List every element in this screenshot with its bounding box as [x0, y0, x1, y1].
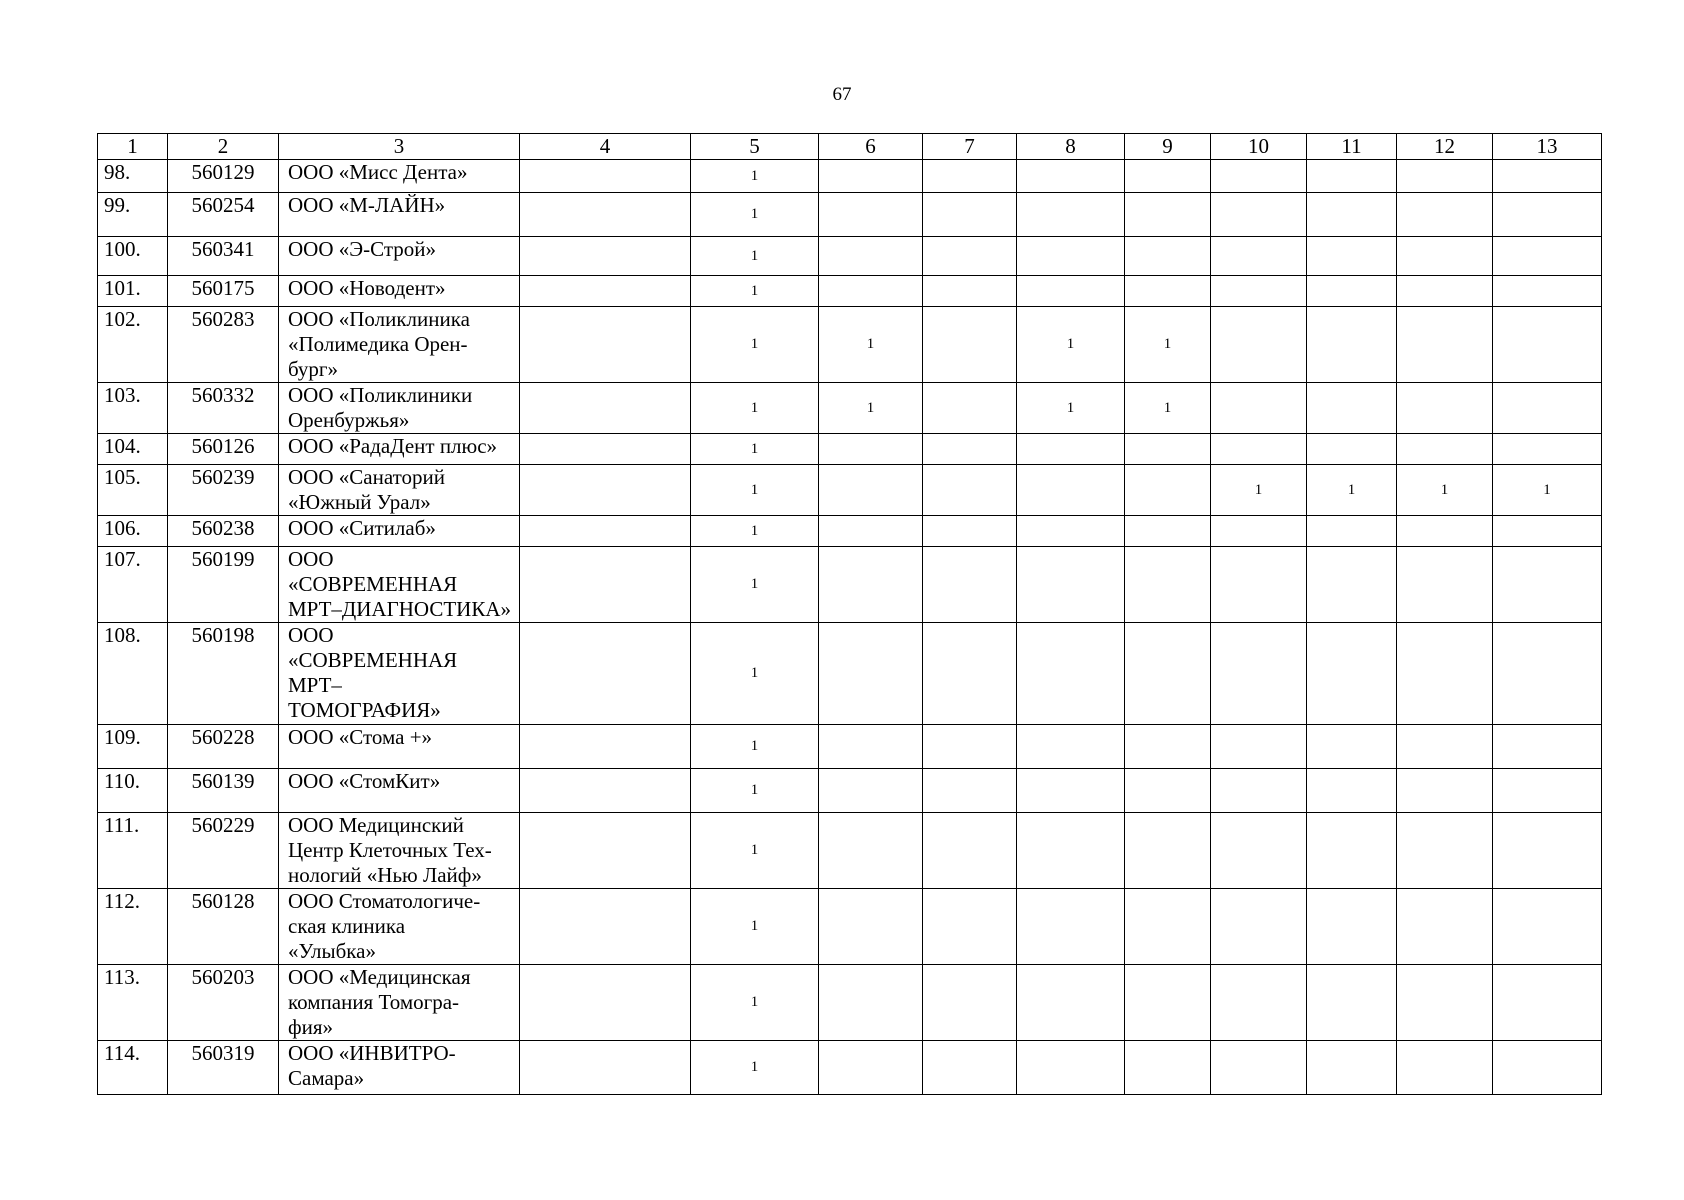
mark-cell: 1 [819, 307, 923, 383]
mark-cell [923, 769, 1017, 813]
mark-cell [1397, 516, 1493, 547]
mark-cell [819, 237, 923, 276]
mark-cell [520, 965, 691, 1041]
mark-cell [1397, 725, 1493, 769]
mark-cell [520, 465, 691, 516]
mark-cell [520, 276, 691, 307]
mark-cell [1307, 193, 1397, 237]
table-row [98, 623, 1602, 725]
mark-cell [1017, 769, 1125, 813]
row-number: 109. [98, 725, 168, 769]
mark-cell [923, 276, 1017, 307]
mark-cell [1017, 813, 1125, 889]
mark-cell [1211, 889, 1307, 965]
row-number: 111. [98, 813, 168, 889]
mark-cell [1307, 1041, 1397, 1095]
organization-code: 560319 [168, 1041, 279, 1095]
mark-cell [1397, 769, 1493, 813]
mark-cell [1493, 889, 1602, 965]
mark-cell [1017, 1041, 1125, 1095]
mark-cell: 1 [691, 769, 819, 813]
mark-cell [1211, 623, 1307, 725]
mark-cell [819, 465, 923, 516]
organization-name: ООО «Ситилаб» [279, 516, 520, 547]
mark-cell [1307, 434, 1397, 465]
mark-cell [1017, 889, 1125, 965]
row-number: 112. [98, 889, 168, 965]
mark-cell [1125, 623, 1211, 725]
mark-cell [1017, 160, 1125, 193]
mark-cell [1211, 813, 1307, 889]
mark-cell: 1 [1493, 465, 1602, 516]
mark-cell [819, 516, 923, 547]
organization-code: 560228 [168, 725, 279, 769]
organization-name: ООО Стоматологиче- ская клиника «Улыбка» [279, 889, 520, 965]
organization-name: ООО «Стома +» [279, 725, 520, 769]
mark-cell [1307, 160, 1397, 193]
organization-code: 560238 [168, 516, 279, 547]
mark-cell: 1 [691, 813, 819, 889]
mark-cell [1125, 465, 1211, 516]
table-row [98, 1041, 1602, 1095]
table-row [98, 965, 1602, 1041]
mark-cell [819, 276, 923, 307]
mark-cell: 1 [819, 383, 923, 434]
mark-cell: 1 [691, 307, 819, 383]
mark-cell: 1 [691, 383, 819, 434]
mark-cell: 1 [691, 623, 819, 725]
mark-cell [1397, 307, 1493, 383]
mark-cell [923, 725, 1017, 769]
organization-code: 560139 [168, 769, 279, 813]
mark-cell [923, 383, 1017, 434]
mark-cell [923, 516, 1017, 547]
mark-cell [520, 813, 691, 889]
table-row [98, 547, 1602, 623]
mark-cell [1307, 623, 1397, 725]
mark-cell [923, 160, 1017, 193]
table-row [98, 465, 1602, 516]
row-number: 104. [98, 434, 168, 465]
mark-cell [520, 307, 691, 383]
organization-code: 560239 [168, 465, 279, 516]
mark-cell [1397, 276, 1493, 307]
mark-cell [1017, 434, 1125, 465]
organization-name: ООО «Поликлиники Оренбуржья» [279, 383, 520, 434]
row-number: 101. [98, 276, 168, 307]
organization-code: 560254 [168, 193, 279, 237]
mark-cell [520, 434, 691, 465]
mark-cell [520, 725, 691, 769]
mark-cell: 1 [1125, 383, 1211, 434]
organization-code: 560198 [168, 623, 279, 725]
mark-cell [1493, 769, 1602, 813]
organization-name: ООО «Поликлиника «Полимедика Орен- бург» [279, 307, 520, 383]
organization-name: ООО «Новодент» [279, 276, 520, 307]
mark-cell [923, 307, 1017, 383]
column-header: 7 [923, 134, 1017, 160]
mark-cell: 1 [691, 160, 819, 193]
table-row [98, 193, 1602, 237]
mark-cell [1493, 547, 1602, 623]
mark-cell [1307, 307, 1397, 383]
mark-cell: 1 [691, 465, 819, 516]
table-row [98, 434, 1602, 465]
row-number: 105. [98, 465, 168, 516]
mark-cell [923, 623, 1017, 725]
row-number: 98. [98, 160, 168, 193]
mark-cell [1493, 623, 1602, 725]
mark-cell [1307, 276, 1397, 307]
mark-cell [1125, 276, 1211, 307]
mark-cell [520, 623, 691, 725]
mark-cell [1493, 276, 1602, 307]
mark-cell [1397, 193, 1493, 237]
mark-cell [819, 813, 923, 889]
row-number: 106. [98, 516, 168, 547]
mark-cell [1493, 237, 1602, 276]
mark-cell [1017, 965, 1125, 1041]
mark-cell [1307, 516, 1397, 547]
mark-cell [1211, 965, 1307, 1041]
mark-cell: 1 [1307, 465, 1397, 516]
mark-cell [1307, 889, 1397, 965]
mark-cell [1493, 813, 1602, 889]
organization-name: ООО Медицинский Центр Клеточных Тех- нологий «Нью Лайф» [279, 813, 520, 889]
table-row [98, 725, 1602, 769]
mark-cell [923, 889, 1017, 965]
mark-cell [1307, 813, 1397, 889]
mark-cell [1017, 237, 1125, 276]
organization-code: 560199 [168, 547, 279, 623]
mark-cell: 1 [691, 276, 819, 307]
organization-code: 560126 [168, 434, 279, 465]
column-header: 6 [819, 134, 923, 160]
mark-cell [1211, 160, 1307, 193]
organization-name: ООО «М-ЛАЙН» [279, 193, 520, 237]
mark-cell [819, 160, 923, 193]
organization-code: 560175 [168, 276, 279, 307]
mark-cell: 1 [1397, 465, 1493, 516]
mark-cell [1017, 623, 1125, 725]
row-number: 113. [98, 965, 168, 1041]
mark-cell [1125, 769, 1211, 813]
mark-cell [1493, 516, 1602, 547]
mark-cell [923, 1041, 1017, 1095]
organization-code: 560341 [168, 237, 279, 276]
mark-cell [1211, 547, 1307, 623]
mark-cell [819, 547, 923, 623]
row-number: 102. [98, 307, 168, 383]
mark-cell [1211, 307, 1307, 383]
mark-cell [1017, 276, 1125, 307]
mark-cell [1125, 547, 1211, 623]
mark-cell [1125, 889, 1211, 965]
mark-cell: 1 [1017, 383, 1125, 434]
mark-cell [1307, 965, 1397, 1041]
mark-cell: 1 [691, 725, 819, 769]
mark-cell [1211, 276, 1307, 307]
mark-cell [819, 965, 923, 1041]
mark-cell [1211, 434, 1307, 465]
mark-cell [520, 237, 691, 276]
registry-table [97, 133, 1602, 1095]
mark-cell: 1 [691, 547, 819, 623]
row-number: 114. [98, 1041, 168, 1095]
mark-cell [520, 1041, 691, 1095]
mark-cell [1397, 1041, 1493, 1095]
table-row [98, 160, 1602, 193]
column-header: 1 [98, 134, 168, 160]
table-header-row [98, 134, 1602, 160]
mark-cell [1493, 1041, 1602, 1095]
column-header: 4 [520, 134, 691, 160]
mark-cell [923, 547, 1017, 623]
mark-cell [1493, 307, 1602, 383]
table-row [98, 516, 1602, 547]
mark-cell [819, 1041, 923, 1095]
mark-cell [1397, 383, 1493, 434]
column-header: 13 [1493, 134, 1602, 160]
mark-cell: 1 [691, 889, 819, 965]
column-header: 2 [168, 134, 279, 160]
organization-name: ООО «ИНВИТРО- Самара» [279, 1041, 520, 1095]
organization-name: ООО «Мисс Дента» [279, 160, 520, 193]
row-number: 99. [98, 193, 168, 237]
organization-code: 560283 [168, 307, 279, 383]
mark-cell [1397, 965, 1493, 1041]
column-header: 9 [1125, 134, 1211, 160]
table-row [98, 813, 1602, 889]
mark-cell [1017, 193, 1125, 237]
table-row [98, 307, 1602, 383]
mark-cell [1125, 237, 1211, 276]
mark-cell: 1 [691, 193, 819, 237]
mark-cell [923, 465, 1017, 516]
mark-cell [1125, 193, 1211, 237]
mark-cell [1493, 434, 1602, 465]
mark-cell [923, 965, 1017, 1041]
organization-code: 560332 [168, 383, 279, 434]
mark-cell [1397, 623, 1493, 725]
mark-cell [1397, 547, 1493, 623]
mark-cell [1493, 193, 1602, 237]
mark-cell [923, 813, 1017, 889]
mark-cell: 1 [691, 434, 819, 465]
mark-cell [1307, 383, 1397, 434]
mark-cell [1211, 1041, 1307, 1095]
mark-cell [819, 193, 923, 237]
mark-cell [520, 547, 691, 623]
mark-cell [1211, 725, 1307, 769]
mark-cell [1211, 769, 1307, 813]
mark-cell [520, 160, 691, 193]
column-header: 3 [279, 134, 520, 160]
mark-cell: 1 [1211, 465, 1307, 516]
mark-cell [1493, 965, 1602, 1041]
mark-cell [1017, 547, 1125, 623]
mark-cell [819, 889, 923, 965]
organization-name: ООО «Медицинская компания Томогра- фия» [279, 965, 520, 1041]
mark-cell [1125, 160, 1211, 193]
mark-cell [819, 623, 923, 725]
column-header: 8 [1017, 134, 1125, 160]
mark-cell [1211, 237, 1307, 276]
mark-cell: 1 [691, 965, 819, 1041]
organization-name: ООО «Санаторий «Южный Урал» [279, 465, 520, 516]
mark-cell [1397, 813, 1493, 889]
mark-cell [923, 237, 1017, 276]
mark-cell [1211, 383, 1307, 434]
mark-cell [1125, 516, 1211, 547]
table-row [98, 769, 1602, 813]
mark-cell: 1 [691, 1041, 819, 1095]
row-number: 107. [98, 547, 168, 623]
mark-cell [1017, 725, 1125, 769]
organization-code: 560229 [168, 813, 279, 889]
column-header: 10 [1211, 134, 1307, 160]
mark-cell [1397, 237, 1493, 276]
mark-cell [1307, 237, 1397, 276]
mark-cell [819, 769, 923, 813]
row-number: 108. [98, 623, 168, 725]
mark-cell [1307, 547, 1397, 623]
mark-cell [1125, 725, 1211, 769]
mark-cell [1125, 965, 1211, 1041]
table-row [98, 383, 1602, 434]
mark-cell [1211, 193, 1307, 237]
mark-cell: 1 [691, 237, 819, 276]
mark-cell [819, 434, 923, 465]
organization-name: ООО «СОВРЕМЕННАЯ МРТ– ТОМОГРАФИЯ» [279, 623, 520, 725]
mark-cell [1125, 813, 1211, 889]
table-body [98, 160, 1602, 1095]
table-row [98, 276, 1602, 307]
mark-cell [1017, 516, 1125, 547]
mark-cell [1493, 160, 1602, 193]
mark-cell [1307, 725, 1397, 769]
column-header: 5 [691, 134, 819, 160]
mark-cell [1125, 1041, 1211, 1095]
mark-cell [1493, 725, 1602, 769]
mark-cell [923, 434, 1017, 465]
mark-cell [520, 889, 691, 965]
mark-cell [1397, 889, 1493, 965]
mark-cell [520, 383, 691, 434]
mark-cell [1017, 465, 1125, 516]
page-number: 67 [832, 84, 852, 105]
mark-cell [1493, 383, 1602, 434]
row-number: 110. [98, 769, 168, 813]
mark-cell [1307, 769, 1397, 813]
mark-cell [520, 193, 691, 237]
mark-cell [1125, 434, 1211, 465]
table-row [98, 889, 1602, 965]
mark-cell [819, 725, 923, 769]
table-row [98, 237, 1602, 276]
mark-cell [1211, 516, 1307, 547]
mark-cell: 1 [1125, 307, 1211, 383]
mark-cell: 1 [1017, 307, 1125, 383]
organization-code: 560203 [168, 965, 279, 1041]
column-header: 12 [1397, 134, 1493, 160]
organization-name: ООО «Э-Строй» [279, 237, 520, 276]
column-header: 11 [1307, 134, 1397, 160]
row-number: 100. [98, 237, 168, 276]
mark-cell [520, 516, 691, 547]
mark-cell [520, 769, 691, 813]
organization-name: ООО «СОВРЕМЕННАЯ МРТ–ДИАГНОСТИКА» [279, 547, 520, 623]
mark-cell: 1 [691, 516, 819, 547]
organization-name: ООО «СтомКит» [279, 769, 520, 813]
mark-cell [1397, 160, 1493, 193]
organization-name: ООО «РадаДент плюс» [279, 434, 520, 465]
organization-code: 560129 [168, 160, 279, 193]
mark-cell [923, 193, 1017, 237]
row-number: 103. [98, 383, 168, 434]
mark-cell [1397, 434, 1493, 465]
organization-code: 560128 [168, 889, 279, 965]
